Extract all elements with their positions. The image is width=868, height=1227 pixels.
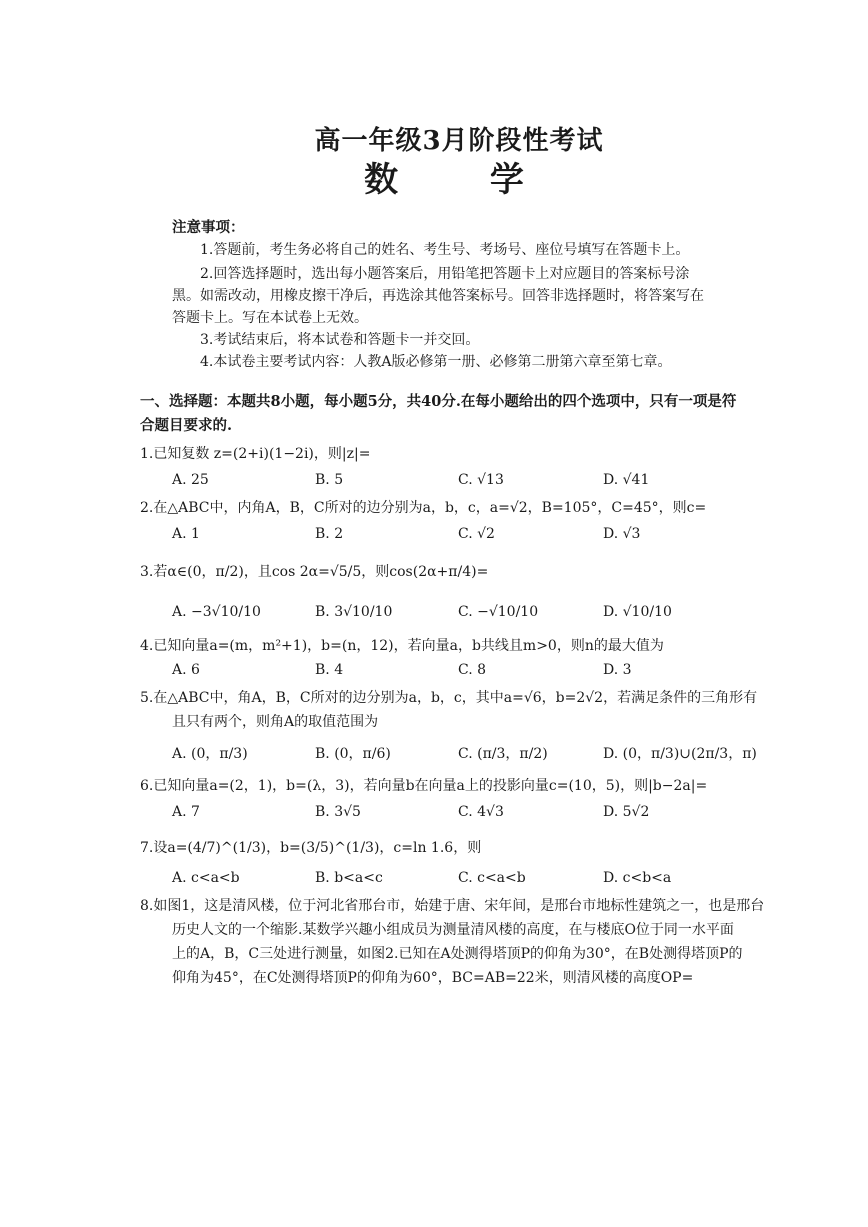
notice-heading: 注意事项： bbox=[172, 219, 245, 236]
notice-line: 3.考试结束后，将本试卷和答题卡一并交回。 bbox=[200, 332, 480, 348]
option-a: A. (0，π/3) bbox=[172, 746, 248, 762]
option-c: C. 4√3 bbox=[458, 804, 504, 820]
option-b: B. 3√10/10 bbox=[315, 604, 393, 620]
question-stem: 4.已知向量a=(m，m²+1)，b=(n，12)，若向量a，b共线且m>0，则n的最大值为 bbox=[140, 638, 664, 654]
question-stem-cont: 上的A，B，C三处进行测量，如图2.已知在A处测得塔顶P的仰角为30°，在B处测得塔顶P的 bbox=[172, 946, 743, 962]
question-stem-cont: 且只有两个，则角A的取值范围为 bbox=[172, 714, 379, 730]
option-c: C. √2 bbox=[458, 526, 495, 542]
option-b: B. 4 bbox=[315, 662, 344, 678]
option-b: B. 5 bbox=[315, 472, 344, 488]
notice-line: 答题卡上。写在本试卷上无效。 bbox=[172, 310, 368, 326]
notice-line: 1.答题前，考生务必将自己的姓名、考生号、考场号、座位号填写在答题卡上。 bbox=[200, 242, 690, 258]
notice-line: 2.回答选择题时，选出每小题答案后，用铅笔把答题卡上对应题目的答案标号涂 bbox=[200, 266, 690, 282]
option-d: D. √10/10 bbox=[603, 604, 672, 620]
question-stem: 3.若α∈(0，π/2)，且cos 2α=√5/5，则cos(2α+π/4)= bbox=[140, 564, 489, 580]
notice-line: 黑。如需改动，用橡皮擦干净后，再选涂其他答案标号。回答非选择题时，将答案写在 bbox=[172, 288, 704, 304]
option-a: A. 25 bbox=[172, 472, 209, 488]
option-c: C. √13 bbox=[458, 472, 504, 488]
notice-line: 4.本试卷主要考试内容：人教A版必修第一册、必修第二册第六章至第七章。 bbox=[200, 354, 672, 370]
question-stem: 1.已知复数 z=(2+i)(1−2i)，则|z|= bbox=[140, 446, 371, 462]
option-c: C. c<a<b bbox=[458, 870, 526, 886]
question-stem: 2.在△ABC中，内角A，B，C所对的边分别为a，b，c，a=√2，B=105°，C=45°，则c= bbox=[140, 500, 707, 516]
exam-title: 高一年级3月阶段性考试 bbox=[314, 126, 604, 156]
option-b: B. 3√5 bbox=[315, 804, 361, 820]
option-d: D. 3 bbox=[603, 662, 632, 678]
option-c: C. −√10/10 bbox=[458, 604, 539, 620]
section-heading: 一、选择题：本题共8小题，每小题5分，共40分.在每小题给出的四个选项中，只有一项是符合题目要求的. bbox=[140, 393, 737, 434]
option-d: D. c<b<a bbox=[603, 870, 672, 886]
option-a: A. 7 bbox=[172, 804, 200, 820]
question-stem: 7.设a=(4/7)^(1/3)，b=(3/5)^(1/3)，c=ln 1.6，则 bbox=[140, 840, 482, 856]
option-b: B. b<a<c bbox=[315, 870, 383, 886]
subject-title: 数 学 bbox=[364, 160, 564, 200]
option-d: D. √41 bbox=[603, 472, 650, 488]
question-stem-cont: 仰角为45°，在C处测得塔顶P的仰角为60°，BC=AB=22米，则清风楼的高度OP= bbox=[172, 970, 694, 986]
option-d: D. 5√2 bbox=[603, 804, 650, 820]
question-stem: 8.如图1，这是清风楼，位于河北省邢台市，始建于唐、宋年间，是邢台市地标性建筑之一，也是邢台 bbox=[140, 898, 765, 914]
question-stem: 5.在△ABC中，角A，B，C所对的边分别为a，b，c，其中a=√6，b=2√2，若满足条件的三角形有 bbox=[140, 690, 758, 706]
option-a: A. c<a<b bbox=[172, 870, 240, 886]
option-a: A. 1 bbox=[172, 526, 200, 542]
option-b: B. 2 bbox=[315, 526, 344, 542]
question-stem: 6.已知向量a=(2，1)，b=(λ，3)，若向量b在向量a上的投影向量c=(10，5)，则|b−2a|= bbox=[140, 778, 708, 794]
option-b: B. (0，π/6) bbox=[315, 746, 391, 762]
option-d: D. √3 bbox=[603, 526, 641, 542]
option-d: D. (0，π/3)∪(2π/3，π) bbox=[603, 746, 757, 762]
option-a: A. −3√10/10 bbox=[172, 604, 261, 620]
option-c: C. 8 bbox=[458, 662, 487, 678]
option-a: A. 6 bbox=[172, 662, 200, 678]
question-stem-cont: 历史人文的一个缩影.某数学兴趣小组成员为测量清风楼的高度，在与楼底O位于同一水平面 bbox=[172, 922, 734, 938]
option-c: C. (π/3，π/2) bbox=[458, 746, 548, 762]
